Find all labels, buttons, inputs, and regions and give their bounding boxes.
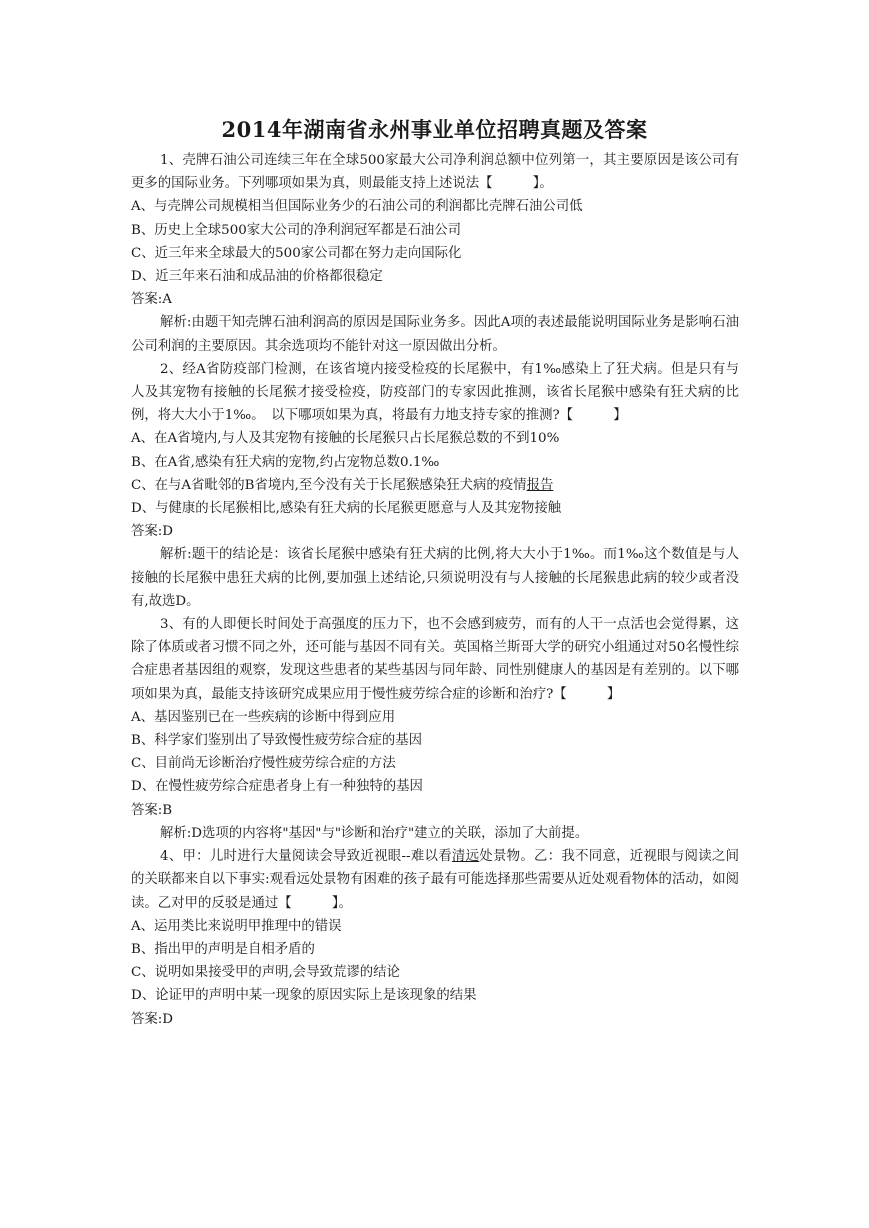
question-2-option-b: B、在A省,感染有狂犬病的宠物,约占宠物总数0.1‰ bbox=[131, 454, 440, 470]
question-4-stem-underlined: 清远 bbox=[451, 849, 480, 865]
question-2-option-c-text: C、在与A省毗邻的B省境内,至今没有关于长尾猴感染狂犬病的疫情 bbox=[131, 477, 527, 493]
document-title: 2014年湖南省永州事业单位招聘真题及答案 bbox=[221, 117, 648, 142]
question-3-option-c: C、目前尚无诊断治疗慢性疲劳综合症的方法 bbox=[131, 756, 396, 772]
question-4-answer: 答案:D bbox=[131, 1011, 174, 1027]
question-3-option-b: B、科学家们鉴别出了导致慢性疲劳综合症的基因 bbox=[131, 733, 423, 749]
question-1-option-d: D、近三年来石油和成品油的价格都很稳定 bbox=[131, 269, 383, 285]
question-4-option-b: B、指出甲的声明是自相矛盾的 bbox=[131, 941, 315, 957]
question-2-option-d: D、与健康的长尾猴相比,感染有狂犬病的长尾猴更愿意与人及其宠物接触 bbox=[131, 501, 562, 517]
question-1-option-a: A、与壳牌公司规模相当但国际业务少的石油公司的利润都比壳牌石油公司低 bbox=[131, 199, 583, 215]
question-1-option-c: C、近三年来全球最大的500家公司都在努力走向国际化 bbox=[131, 245, 462, 261]
question-2-stem: 2、经A省防疫部门检测，在该省境内接受检疫的长尾猴中，有1‰感染上了狂犬病。但是只有与人及其宠物有接触的长尾猴才接受检疫，防疫部门的专家因此推测，该省长尾猴中感染有狂犬病的比例，将大大小于1‰。 以下哪项如果为真，将最有力地支持专家的推测?【 】 bbox=[131, 361, 739, 424]
question-1-answer: 答案:A bbox=[131, 292, 172, 308]
question-3-stem: 3、有的人即便长时间处于高强度的压力下，也不会感到疲劳，而有的人干一点活也会觉得累，这除了体质或者习惯不同之外，还可能与基因不同有关。英国格兰斯哥大学的研究小组通过对50名慢性综合症患者基因组的观察，发现这些患者的某些基因与同年龄、同性别健康人的基因是有差别的。以下哪项如果为真，最能支持该研究成果应用于慢性疲劳综合症的诊断和治疗?【 】 bbox=[131, 617, 739, 702]
question-1-analysis: 解析:由题干知壳牌石油利润高的原因是国际业务多。因此A项的表述最能说明国际业务是影响石油公司利润的主要原因。其余选项均不能针对这一原因做出分析。 bbox=[131, 315, 739, 354]
question-1-option-b: B、历史上全球500家大公司的净利润冠军都是石油公司 bbox=[131, 222, 461, 238]
question-4-option-d: D、论证甲的声明中某一现象的原因实际上是该现象的结果 bbox=[131, 988, 477, 1004]
question-4-stem bbox=[131, 845, 739, 915]
question-1-stem: 1、壳牌石油公司连续三年在全球500家最大公司净利润总额中位列第一，其主要原因是该公司有更多的国际业务。下列哪项如果为真，则最能支持上述说法【 】。 bbox=[131, 153, 739, 192]
question-2-analysis: 解析:题干的结论是：该省长尾猴中感染有狂犬病的比例,将大大小于1‰。而1‰这个数值是与人接触的长尾猴中患狂犬病的比例,要加强上述结论,只须说明没有与人接触的长尾猴患此病的较少或者没有,故选D。 bbox=[131, 547, 739, 609]
question-4-stem-after: 处景物。乙：我不同意，近视眼与阅读之间的关联都来自以下事实:观看远处景物有困难的孩子最有可能选择那些需要从近处观看物体的活动，如阅读。乙对甲的反驳是通过【 】。 bbox=[131, 849, 740, 911]
question-2-answer: 答案:D bbox=[131, 524, 174, 540]
question-4-option-a: A、运用类比来说明甲推理中的错误 bbox=[131, 918, 342, 934]
question-3-option-d: D、在慢性疲劳综合症患者身上有一种独特的基因 bbox=[131, 779, 423, 795]
question-3-analysis: 解析:D选项的内容将"基因"与"诊断和治疗"建立的关联，添加了大前提。 bbox=[160, 825, 589, 841]
question-4-stem-before: 4、甲：儿时进行大量阅读会导致近视眼--难以看 bbox=[160, 849, 452, 865]
document-body bbox=[131, 149, 739, 1031]
question-3-option-a: A、基因鉴别已在一些疾病的诊断中得到应用 bbox=[131, 709, 396, 725]
question-3-answer: 答案:B bbox=[131, 802, 173, 818]
question-4-option-c: C、说明如果接受甲的声明,会导致荒谬的结论 bbox=[131, 965, 400, 981]
question-2-option-c bbox=[131, 474, 739, 497]
question-2-option-a: A、在A省境内,与人及其宠物有接触的长尾猴只占长尾猴总数的不到10% bbox=[131, 431, 560, 447]
question-2-option-c-underlined: 报告 bbox=[526, 477, 554, 493]
